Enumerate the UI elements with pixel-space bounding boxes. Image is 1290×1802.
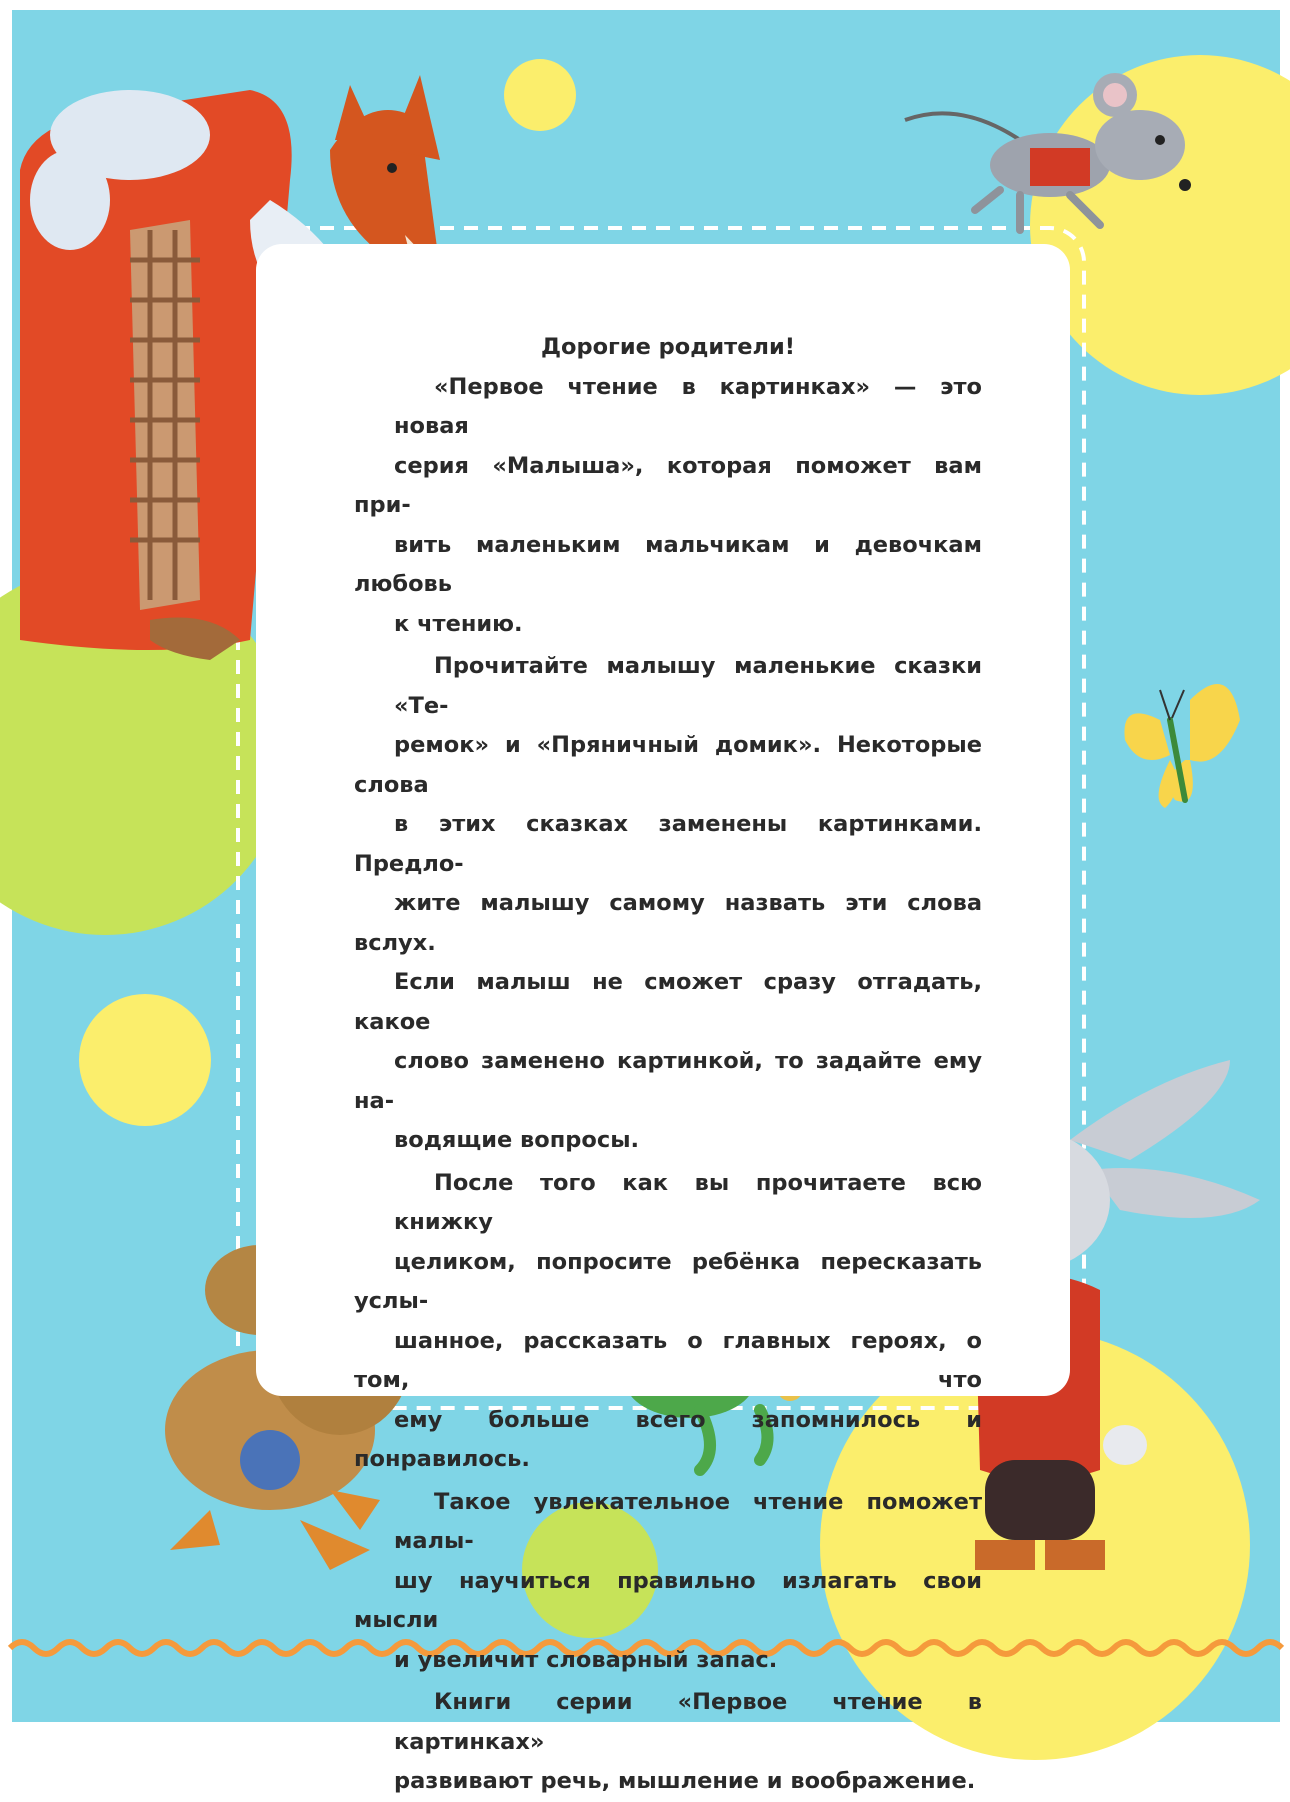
letter-heading: Дорогие родители!	[541, 334, 795, 360]
paragraph-5	[354, 1683, 982, 1802]
paragraph-line: жите малышу самому назвать эти слова вслух.	[354, 890, 982, 956]
paragraph-line: Если малыш не сможет сразу отгадать, какое	[354, 969, 982, 1035]
paragraph-1	[354, 368, 982, 645]
yellow-circle-small-top	[504, 59, 576, 131]
paragraph-line: ремок» и «Пряничный домик». Некоторые слова	[354, 732, 982, 798]
paragraph-line: шу научиться правильно излагать свои мысли	[354, 1567, 982, 1633]
paragraph-line: После того как вы прочитаете всю книжку	[394, 1169, 982, 1235]
paragraph-line: целиком, попросите ребёнка пересказать услы-	[354, 1248, 982, 1314]
paragraph-line: «Первое чтение в картинках» — это новая	[394, 373, 982, 439]
paragraph-line: Такое увлекательное чтение поможет малы-	[394, 1488, 982, 1554]
letter-text	[354, 328, 982, 1802]
paragraph-line: к чтению.	[394, 610, 523, 637]
paragraph-line: слово заменено картинкой, то задайте ему на-	[354, 1048, 982, 1114]
paragraph-line: развивают речь, мышление и воображение.	[394, 1768, 976, 1794]
paragraph-line: Книги серии «Первое чтение в картинках»	[394, 1689, 982, 1755]
paragraph-line: Прочитайте малышу маленькие сказки «Те-	[394, 653, 982, 719]
paragraph-line: ему больше всего запомнилось и понравилось.	[354, 1406, 982, 1472]
paragraph-line: водящие вопросы.	[394, 1127, 640, 1153]
paragraph-3	[354, 1164, 982, 1480]
paragraph-line: вить маленьким мальчикам и девочкам любовь	[354, 531, 982, 597]
paragraph-line: в этих сказках заменены картинками. Предло-	[354, 811, 982, 877]
paragraph-line: шанное, рассказать о главных героях, о том, что	[354, 1327, 982, 1393]
paragraph-line: серия «Малыша», которая поможет вам при-	[354, 452, 982, 518]
paragraph-2	[354, 647, 982, 1161]
paragraph-line: и увеличит словарный запас.	[394, 1646, 778, 1673]
letter-panel	[256, 244, 1070, 1794]
yellow-circle-left	[79, 994, 211, 1126]
paragraph-4	[354, 1483, 982, 1681]
